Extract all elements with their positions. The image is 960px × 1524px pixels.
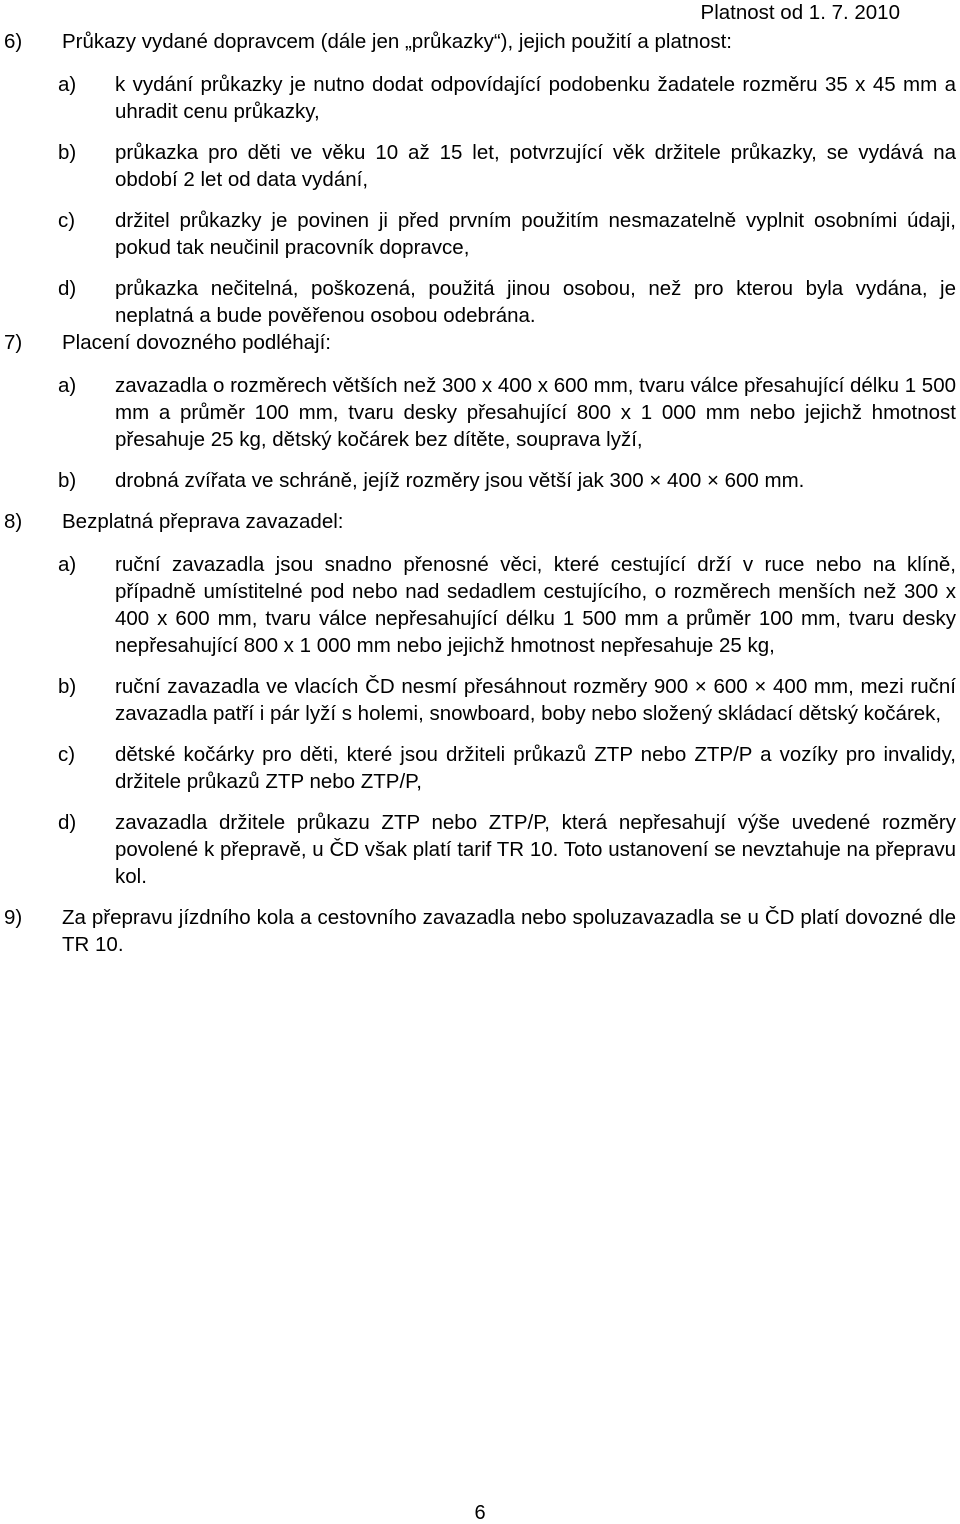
section-number: 9) xyxy=(4,906,23,929)
list-item xyxy=(0,809,958,890)
item-text: zavazadla držitele průkazu ZTP nebo ZTP/P, která nepřesahují výše uvedené rozměry povolené k přepravě, u ČD však platí tarif TR 10. Toto ustanovení se nevztahuje na přepravu kol. xyxy=(115,811,956,888)
section-number: 7) xyxy=(4,331,23,354)
item-text: k vydání průkazky je nutno dodat odpovídající podobenku žadatele rozměru 35 x 45 mm a uhradit cenu průkazky, xyxy=(115,73,956,123)
section-7 xyxy=(0,329,958,494)
item-text: ruční zavazadla ve vlacích ČD nesmí přesáhnout rozměry 900 × 600 × 400 mm, mezi ruční zavazadla patří i pár lyží s holemi, snowboard, boby nebo složený skládací dětský kočárek, xyxy=(115,675,956,725)
item-letter: b) xyxy=(58,469,77,492)
item-letter: b) xyxy=(58,675,77,698)
list-item xyxy=(0,467,958,494)
document-body xyxy=(0,28,958,958)
item-letter: c) xyxy=(58,743,76,766)
list-item xyxy=(0,372,958,453)
item-letter: c) xyxy=(58,209,76,232)
item-letter: b) xyxy=(58,141,77,164)
list-item xyxy=(0,139,958,193)
item-letter: d) xyxy=(58,277,77,300)
list-item xyxy=(0,71,958,125)
section-9 xyxy=(0,904,958,958)
list-item xyxy=(0,551,958,659)
list-item xyxy=(0,207,958,261)
section-number: 8) xyxy=(4,510,23,533)
list-item xyxy=(0,275,958,329)
section-number: 6) xyxy=(4,30,23,53)
item-letter: a) xyxy=(58,73,77,96)
section-8 xyxy=(0,508,958,890)
item-text: průkazka pro děti ve věku 10 až 15 let, potvrzující věk držitele průkazky, se vydává na období 2 let od data vydání, xyxy=(115,141,956,191)
section-6 xyxy=(0,28,958,329)
item-text: dětské kočárky pro děti, které jsou držiteli průkazů ZTP nebo ZTP/P a vozíky pro invalidy, držitele průkazů ZTP nebo ZTP/P, xyxy=(115,743,956,793)
section-title: Bezplatná přeprava zavazadel: xyxy=(62,510,344,533)
item-letter: a) xyxy=(58,374,77,397)
section-title: Za přepravu jízdního kola a cestovního zavazadla nebo spoluzavazadla se u ČD platí dovozné dle TR 10. xyxy=(62,906,956,956)
item-letter: d) xyxy=(58,811,77,834)
section-title: Placení dovozného podléhají: xyxy=(62,331,331,354)
list-item xyxy=(0,741,958,795)
item-text: ruční zavazadla jsou snadno přenosné věci, které cestující drží v ruce nebo na klíně, případně umístitelné pod nebo nad sedadlem cestujícího, o rozměrech menších než 300 x 400 x 600 mm, tvaru válce nepřesahující délku 1 500 mm a průměr 100 mm, tvaru desky nepřesahující 800 x 1 000 mm nebo jejichž hmotnost nepřesahuje 25 kg, xyxy=(115,553,956,657)
item-text: držitel průkazky je povinen ji před prvním použitím nesmazatelně vyplnit osobními údaji, pokud tak neučinil pracovník dopravce, xyxy=(115,209,956,259)
item-text: průkazka nečitelná, poškozená, použitá jinou osobou, než pro kterou byla vydána, je neplatná a bude pověřenou osobou odebrána. xyxy=(115,277,956,327)
section-title: Průkazy vydané dopravcem (dále jen „průkazky“), jejich použití a platnost: xyxy=(62,30,732,53)
page-number: 6 xyxy=(474,1502,486,1524)
item-letter: a) xyxy=(58,553,77,576)
item-text: zavazadla o rozměrech větších než 300 x 400 x 600 mm, tvaru válce přesahující délku 1 500 mm a průměr 100 mm, tvaru desky přesahující 800 x 1 000 mm nebo jejichž hmotnost přesahuje 25 kg, dětský kočárek bez dítěte, souprava lyží, xyxy=(115,374,956,451)
list-item xyxy=(0,673,958,727)
item-text: drobná zvířata ve schráně, jejíž rozměry jsou větší jak 300 × 400 × 600 mm. xyxy=(115,469,805,492)
validity-date: Platnost od 1. 7. 2010 xyxy=(700,1,900,24)
